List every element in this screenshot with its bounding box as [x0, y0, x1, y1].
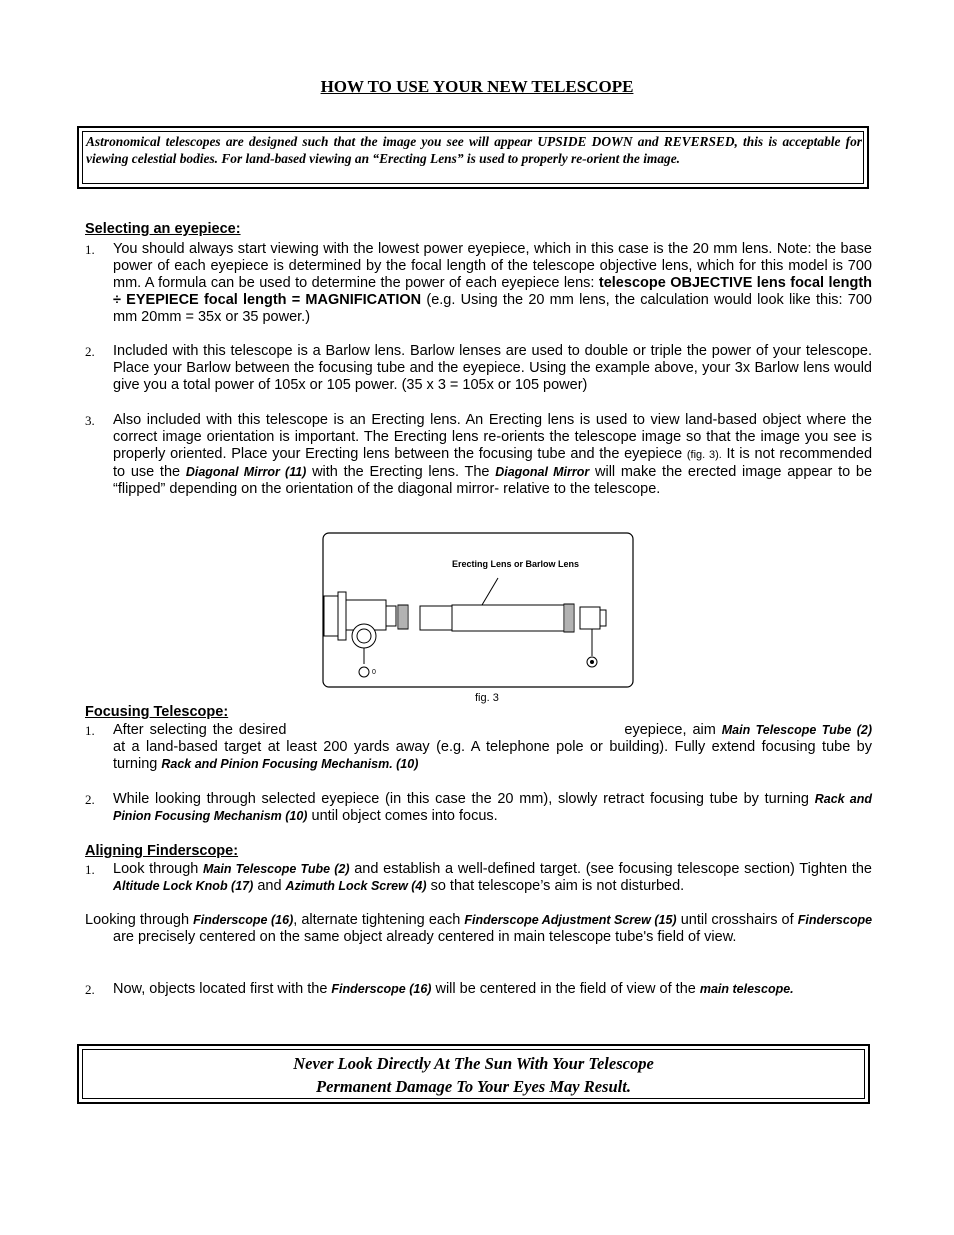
section-heading-focusing: Focusing Telescope: [85, 704, 229, 720]
list-item: 2. While looking through selected eyepiece (in this case the 20 mm), slowly retract focusing tube by turning Rack and Pinion Focusing Mechanism (10) until object comes into focus. [85, 791, 872, 824]
list-item: 3. Also included with this telescope is an Erecting lens. An Erecting lens is used to view land-based object where the correct image orientation is important. The Erecting lens re-orients the telescope image so that the image you see is properly oriented. Place your Erecting lens between the focusing tube and the eyepiece (fig. 3). It is not recommended to use the Diagonal Mirror (11) with the Erecting lens. The Diagonal Mirror will make the erected image appear to be “flipped” depending on the orientation of the diagonal mirror- relative to the telescope. [85, 412, 873, 497]
svg-text:0: 0 [372, 669, 376, 676]
page-title: HOW TO USE YOUR NEW TELESCOPE [320, 77, 634, 96]
list-item: 2. Now, objects located first with the Finderscope (16) will be centered in the field of view of the main telescope. [85, 981, 794, 997]
warning-line-2: Permanent Damage To Your Eyes May Result. [316, 1077, 631, 1096]
section-heading-eyepiece: Selecting an eyepiece: [85, 221, 241, 237]
orientation-note-text: Astronomical telescopes are designed such that the image you see will appear UPSIDE DOWN and REVERSED, this is acceptable for viewing celestial bodies. For land-based viewing an “Erecting Lens” is used to properly re-orient the image. [86, 134, 862, 166]
section-heading-finderscope: Aligning Finderscope: [85, 843, 239, 859]
warning-line-1: Never Look Directly At The Sun With Your Telescope [293, 1054, 654, 1073]
orientation-note-box [77, 126, 869, 189]
list-item: 1. You should always start viewing with the lowest power eyepiece, which in this case is the 20 mm lens. Note: the base power of each eyepiece is determined by the focal length of the telescope objective lens, which for this model is 700 mm. A formula can be used to determine the power of each eyepiece lens: telescope OBJECTIVE lens focal length ÷ EYEPIECE focal length = MAGNIFICATION (e.g. Using the 20 mm lens, the calculation would look like this: 700 mm 20mm = 35x or 35 power.) [85, 241, 873, 325]
fig3-erecting-lens-diagram [322, 532, 634, 688]
list-item: 1. After selecting the desired eyepiece, aim Main Telescope Tube (2) at a land-based target at least 200 yards away (e.g. A telephone pole or building). Fully extend focusing tube by turning Rack and Pinion Focusing Mechanism. (10) [85, 722, 873, 772]
magnification-formula: telescope OBJECTIVE lens focal length ÷ EYEPIECE focal length = MAGNIFICATION [113, 275, 873, 308]
finderscope-paragraph: Looking through Finderscope (16), alternate tightening each Finderscope Adjustment Screw (15) until crosshairs of Finderscope are precisely centered on the same object already centered in main telescope tube's field of view. [85, 912, 873, 945]
sun-warning-box [77, 1044, 870, 1104]
fig3-caption: fig. 3 [475, 692, 499, 704]
list-item: 1. Look through Main Telescope Tube (2) and establish a well-defined target. (see focusing telescope section) Tighten the Altitude Lock Knob (17) and Azimuth Lock Screw (4) so that telescope’s aim is not disturbed. [85, 861, 872, 894]
list-item: 2. Included with this telescope is a Barlow lens. Barlow lenses are used to double or triple the power of your telescope. Place your Barlow between the focusing tube and the eyepiece. Using the example above, your 3x Barlow lens would give you a total power of 105x or 105 power. (35 x 3 = 105x or 105 power) [85, 343, 872, 393]
fig3-lens-label: Erecting Lens or Barlow Lens [452, 559, 580, 569]
